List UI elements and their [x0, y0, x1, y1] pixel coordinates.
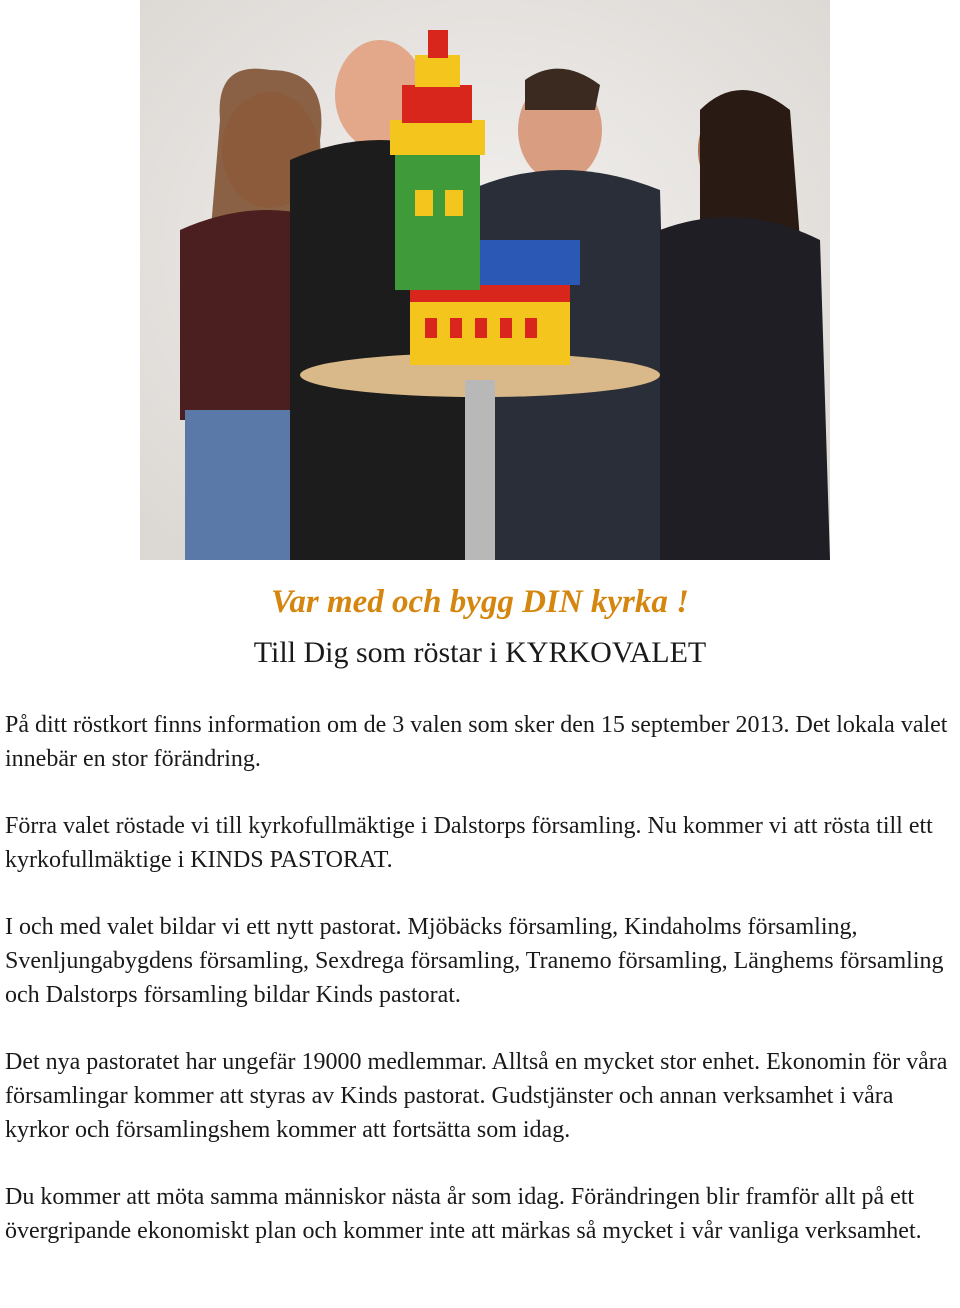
paragraph: Du kommer att möta samma människor nästa år som idag. Förändringen blir framför allt på ett övergripande ekonomiskt plan och kommer inte att märkas så mycket i vår vanliga verksamhet. [5, 1184, 922, 1244]
paragraph: I och med valet bildar vi ett nytt pastorat. Mjöbäcks församling, Kindaholms församling, Svenljungabygdens församling, Sexdrega församling, Tranemo församling, Länghems församling och Dalstorps församling bildar Kinds pastorat. [5, 914, 944, 1008]
paragraph: Förra valet röstade vi till kyrkofullmäktige i Dalstorps församling. Nu kommer vi att rösta till ett kyrkofullmäktige i KINDS PASTORAT. [5, 813, 933, 873]
people-building-lego-church-photo [140, 0, 830, 560]
subheadline: Till Dig som röstar i KYRKOVALET [253, 636, 707, 669]
article-body [5, 708, 957, 1281]
paragraph: På ditt röstkort finns information om de 3 valen som sker den 15 september 2013. Det lokala valet innebär en stor förändring. [5, 712, 948, 772]
headline: Var med och bygg DIN kyrka ! [271, 584, 689, 620]
paragraph: Det nya pastoratet har ungefär 19000 medlemmar. Alltså en mycket stor enhet. Ekonomin för våra församlingar kommer att styras av Kinds pastorat. Gudstjänster och annan verksamhet i våra kyrkor och församlingshem kommer att fortsätta som idag. [5, 1049, 948, 1143]
